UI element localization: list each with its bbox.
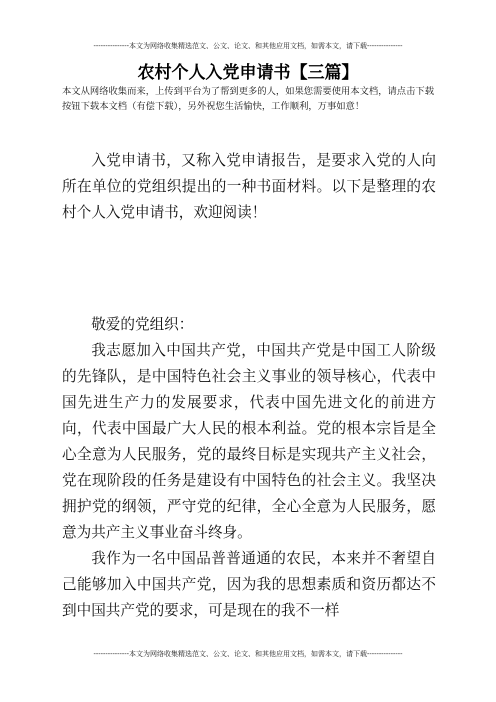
intro-paragraph: 入党申请书，又称入党申请报告，是要求入党的人向所在单位的党组织提出的一种书面材料。以下是整理的农村个人入党申请书，欢迎阅读！ bbox=[62, 152, 436, 221]
body-paragraph-2: 我作为一名中国品普普通通的农民，本来并不奢望自己能够加入中国共产党，因为我的思想素质和资历都达不到中国共产党的要求，可是现在的我不一样 bbox=[62, 550, 436, 619]
header-banner: ---------------本文为网络收集精选范文、公文、论文、和其他应用文档，如需本文，请下载--------------- bbox=[93, 42, 403, 50]
salutation: 敬爱的党组织： bbox=[91, 316, 194, 333]
body-paragraph-1: 我志愿加入中国共产党，中国共产党是中国工人阶级的先锋队，是中国特色社会主义事业的领导核心，代表中国先进生产力的发展要求，代表中国先进文化的前进方向，代表中国最广大人民的根本利益。党的根本宗旨是全心全意为人民服务，党的最终目标是实现共产主义社会，党在现阶段的任务是建设有中国特色的社会主义。我坚决拥护党的纲领，严守党的纪律，全心全意为人民服务，愿意为共产主义事业奋斗终身。 bbox=[62, 342, 436, 541]
download-notice: 本文从网络收集而来，上传到平台为了帮到更多的人，如果您需要使用本文档，请点击下载按钮下载本文档（有偿下载），另外祝您生活愉快，工作顺利，万事如意！ bbox=[62, 86, 434, 112]
document-title: 农村个人入党申请书【三篇】 bbox=[137, 63, 359, 83]
footer-banner: ---------------本文为网络收集精选范文、公文、论文、和其他应用文档，如需本文，请下载--------------- bbox=[93, 650, 403, 658]
